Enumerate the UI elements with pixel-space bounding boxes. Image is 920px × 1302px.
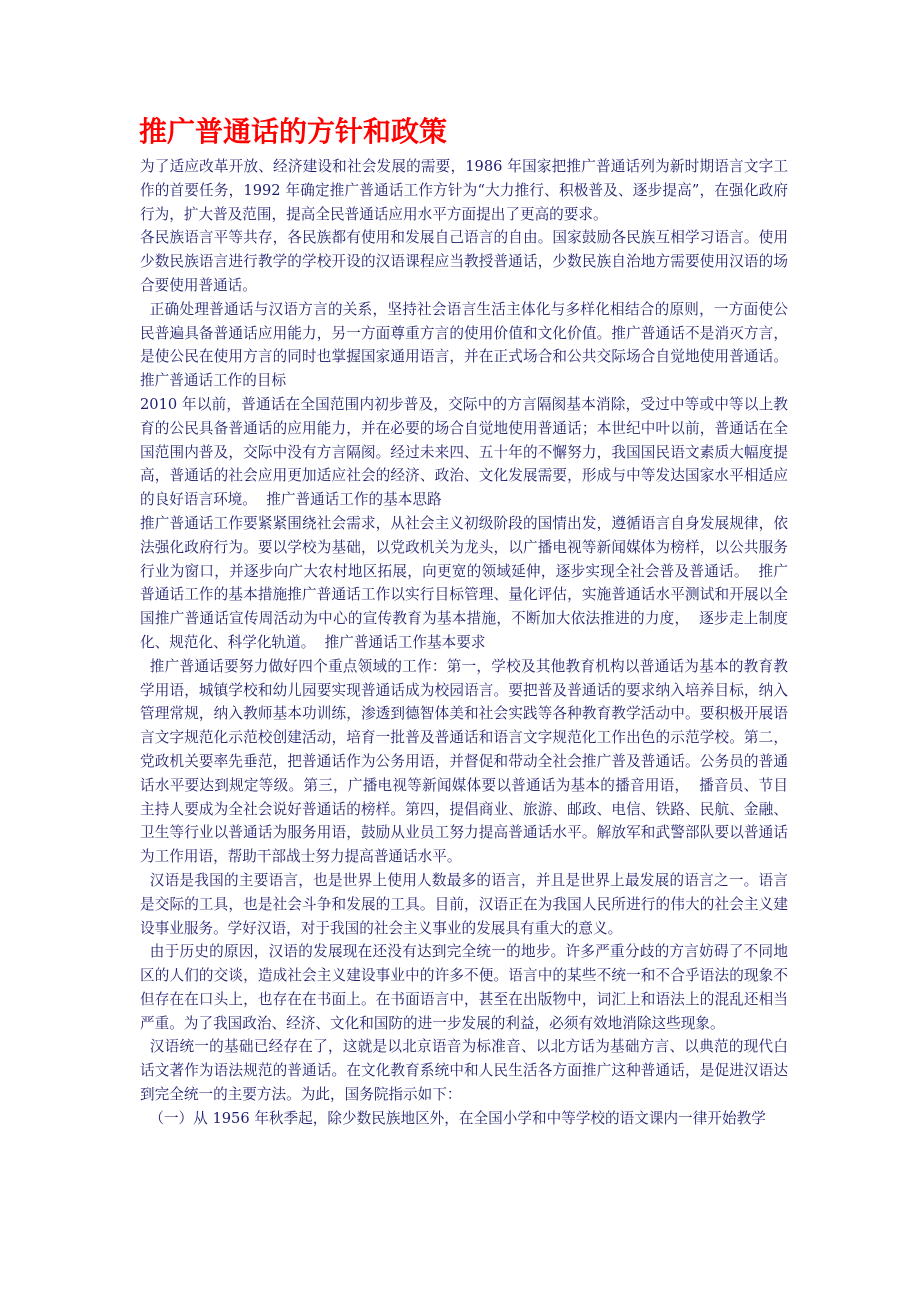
document-body <box>140 155 798 1131</box>
paragraph: （一）从 1956 年秋季起，除少数民族地区外，在全国小学和中等学校的语文课内一律开始教学 <box>140 1109 766 1127</box>
paragraph: 为了适应改革开放、经济建设和社会发展的需要，1986 年国家把推广普通话列为新时期语言文字工作的首要任务，1992 年确定推广普通话工作方针为“大力推行、积极普及、逐步提高”，在强化政府行为，扩大普及范围，提高全民普通话应用水平方面提出了更高的要求。 <box>140 158 788 223</box>
paragraph: 各民族语言平等共存，各民族都有使用和发展自己语言的自由。国家鼓励各民族互相学习语言。使用少数民族语言进行教学的学校开设的汉语课程应当教授普通话，少数民族自治地方需要使用汉语的场合要使用普通话。 <box>140 229 788 294</box>
paragraph: 正确处理普通话与汉语方言的关系，坚持社会语言生活主体化与多样化相结合的原则，一方面使公民普遍具备普通话应用能力，另一方面尊重方言的使用价值和文化价值。推广普通话不是消灭方言，是使公民在使用方言的同时也掌握国家通用语言，并在正式场合和公共交际场合自觉地使用普通话。 推广普通话工作的目标 <box>140 300 798 390</box>
paragraph: 推广普通话要努力做好四个重点领域的工作：第一，学校及其他教育机构以普通话为基本的教育教学用语，城镇学校和幼儿园要实现普通话成为校园语言。要把普及普通话的要求纳入培养目标，纳入管理常规，纳入教师基本功训练，渗透到德智体美和社会实践等各种教育教学活动中。要积极开展语言文字规范化示范校创建活动，培育一批普及普通话和语言文字规范化工作出色的示范学校。第二，党政机关要率先垂范，把普通话作为公务用语，并督促和带动全社会推广普及普通话。公务员的普通话水平要达到规定等级。第三，广播电视等新闻媒体要以普通话为基本的播音用语， 播音员、节目主持人要成为全社会说好普通话的榜样。第四，提倡商业、旅游、邮政、电信、铁路、民航、金融、卫生等行业以普通话为服务用语，鼓励从业员工努力提高普通话水平。解放军和武警部队要以普通话为工作用语，帮助干部战士努力提高普通话水平。 <box>140 657 788 866</box>
paragraph: 汉语统一的基础已经存在了，这就是以北京语音为标准音、以北方话为基础方言、以典范的现代白话文著作为语法规范的普通话。在文化教育系统中和人民生活各方面推广这种普通话，是促进汉语达到完全统一的主要方法。为此，国务院指示如下： <box>140 1038 788 1104</box>
paragraph: 2010 年以前，普通话在全国范围内初步普及，交际中的方言隔阂基本消除，受过中等或中等以上教育的公民具备普通话的应用能力，并在必要的场合自觉地使用普通话；本世纪中叶以前，普通话在全国范围内普及，交际中没有方言隔阂。经过未来四、五十年的不懈努力，我国国民语文素质大幅度提高，普通话的社会应用更加适应社会的经济、政治、文化发展需要，形成与中等发达国家水平相适应的良好语言环境。 推广普通话工作的基本思路 <box>140 395 788 509</box>
paragraph: 推广普通话工作要紧紧围绕社会需求，从社会主义初级阶段的国情出发，遵循语言自身发展规律，依法强化政府行为。要以学校为基础，以党政机关为龙头，以广播电视等新闻媒体为榜样，以公共服务行业为窗口，并逐步向广大农村地区拓展，向更宽的领域延伸，逐步实现全社会普及普通话。 推广普通话工作的基本措施推广普通话工作以实行目标管理、量化评估，实施普通话水平测试和开展以全国推广普通话宣传周活动为中心的宣传教育为基本措施，不断加大依法推进的力度， 逐步走上制度化、规范化、科学化轨道。 推广普通话工作基本要求 <box>140 514 788 651</box>
paragraph: 汉语是我国的主要语言，也是世界上使用人数最多的语言，并且是世界上最发展的语言之一。语言是交际的工具，也是社会斗争和发展的工具。目前，汉语正在为我国人民所进行的伟大的社会主义建设事业服务。学好汉语，对于我国的社会主义事业的发展具有重大的意义。 <box>140 871 788 937</box>
document-title: 推广普通话的方针和政策 <box>139 115 448 148</box>
paragraph: 由于历史的原因，汉语的发展现在还没有达到完全统一的地步。许多严重分歧的方言妨碍了不同地区的人们的交谈，造成社会主义建设事业中的许多不便。语言中的某些不统一和不合乎语法的现象不但存在在口头上，也存在在书面上。在书面语言中，甚至在出版物中，词汇上和语法上的混乱还相当严重。为了我国政治、经济、文化和国防的进一步发展的利益，必须有效地消除这些现象。 <box>140 943 788 1032</box>
